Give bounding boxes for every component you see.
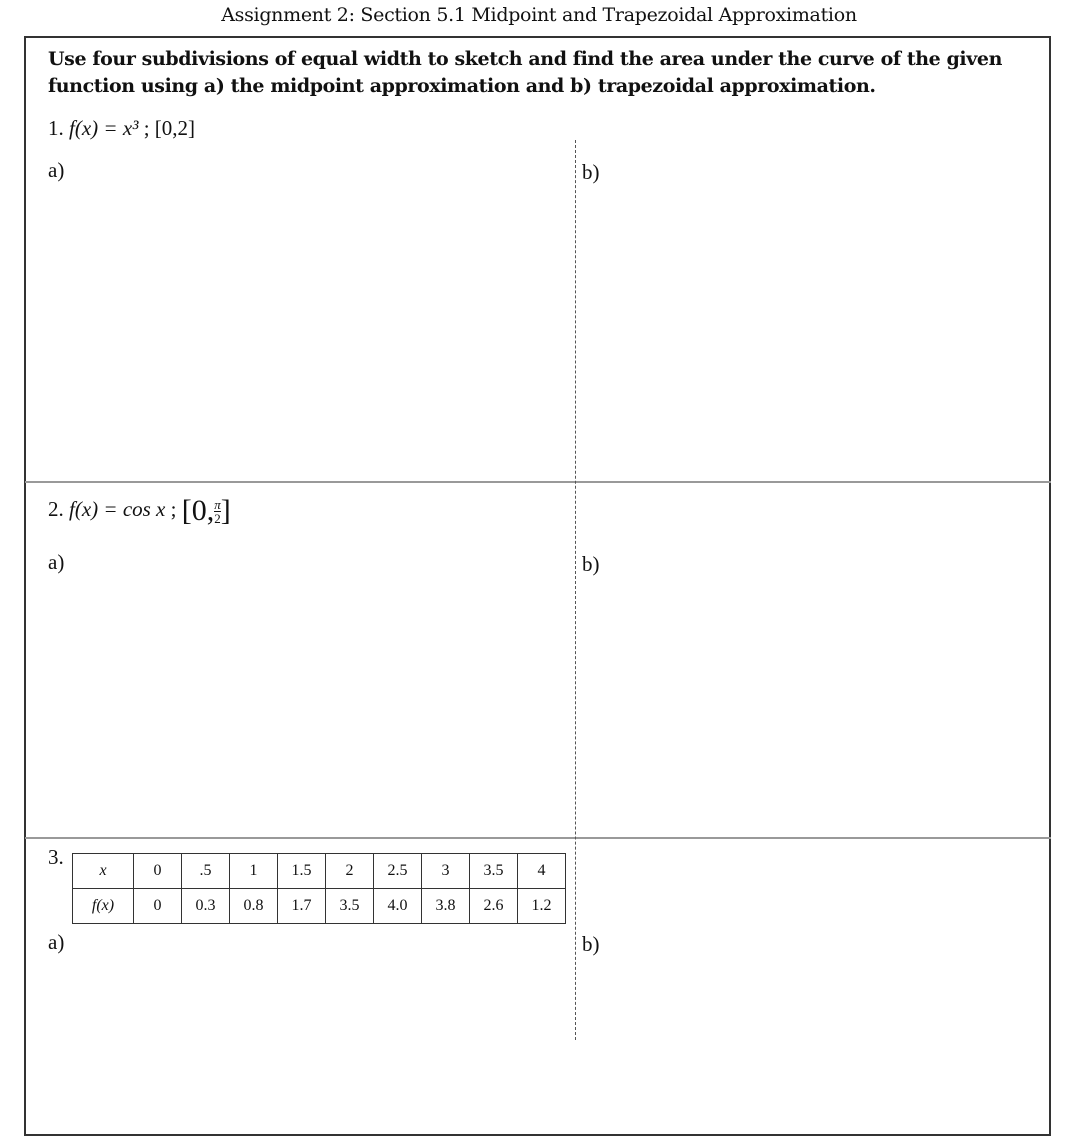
table-cell: 3.8	[422, 889, 470, 924]
divider	[25, 481, 1051, 483]
problem-function: f(x) = x³	[69, 116, 139, 140]
part-b-label: b)	[582, 932, 600, 956]
part-a-label: a)	[48, 158, 65, 182]
table-header: f(x)	[73, 889, 134, 924]
table-row	[73, 854, 566, 889]
problem-number: 2.	[48, 496, 64, 521]
table-header: x	[73, 854, 134, 889]
instructions: Use four subdivisions of equal width to sketch and find the area under the curve of the given function using a) the midpoint approximation and b) trapezoidal approximation.	[48, 48, 1002, 97]
table-cell: 1.2	[518, 889, 566, 924]
table-cell: 3.5	[470, 854, 518, 889]
fraction-numerator: π	[214, 496, 221, 512]
table-cell: 3.5	[326, 889, 374, 924]
assignment-title: Assignment 2: Section 5.1 Midpoint and Trapezoidal Approximation	[221, 4, 857, 26]
part-a-label: a)	[48, 930, 65, 954]
table-cell: 4	[518, 854, 566, 889]
table-cell: 2	[326, 854, 374, 889]
problem-number: 1.	[48, 116, 64, 140]
table-cell: 0.8	[230, 889, 278, 924]
problem-2: 2. f(x) = cos x ; [0, $\frac{\pi}{2}$ ]	[48, 494, 231, 527]
table-cell: .5	[182, 854, 230, 889]
worksheet-border	[24, 36, 1051, 1136]
table-row	[73, 889, 566, 924]
fraction-denominator: 2	[214, 510, 221, 526]
table-cell: 3	[422, 854, 470, 889]
interval-open: [0,	[181, 494, 215, 527]
table-cell: 1.5	[278, 854, 326, 889]
part-b-label: b)	[582, 552, 600, 576]
divider	[25, 837, 1051, 839]
table-cell: 2.5	[374, 854, 422, 889]
table-cell: 2.6	[470, 889, 518, 924]
interval-close: ]	[220, 494, 231, 527]
table-cell: 1	[230, 854, 278, 889]
part-b-label: b)	[582, 160, 600, 184]
problem-number: 3.	[48, 845, 64, 869]
table-cell: 0.3	[182, 889, 230, 924]
table-cell: 4.0	[374, 889, 422, 924]
column-divider	[575, 140, 576, 1040]
table-cell: 1.7	[278, 889, 326, 924]
table-cell: 0	[134, 889, 182, 924]
problem-function: f(x) = cos x	[69, 496, 166, 521]
problem-interval: [0,2]	[154, 116, 196, 140]
data-table	[72, 853, 566, 924]
problem-1: 1. f(x) = x³ ; [0,2]	[48, 116, 196, 140]
table-cell: 0	[134, 854, 182, 889]
part-a-label: a)	[48, 550, 65, 574]
